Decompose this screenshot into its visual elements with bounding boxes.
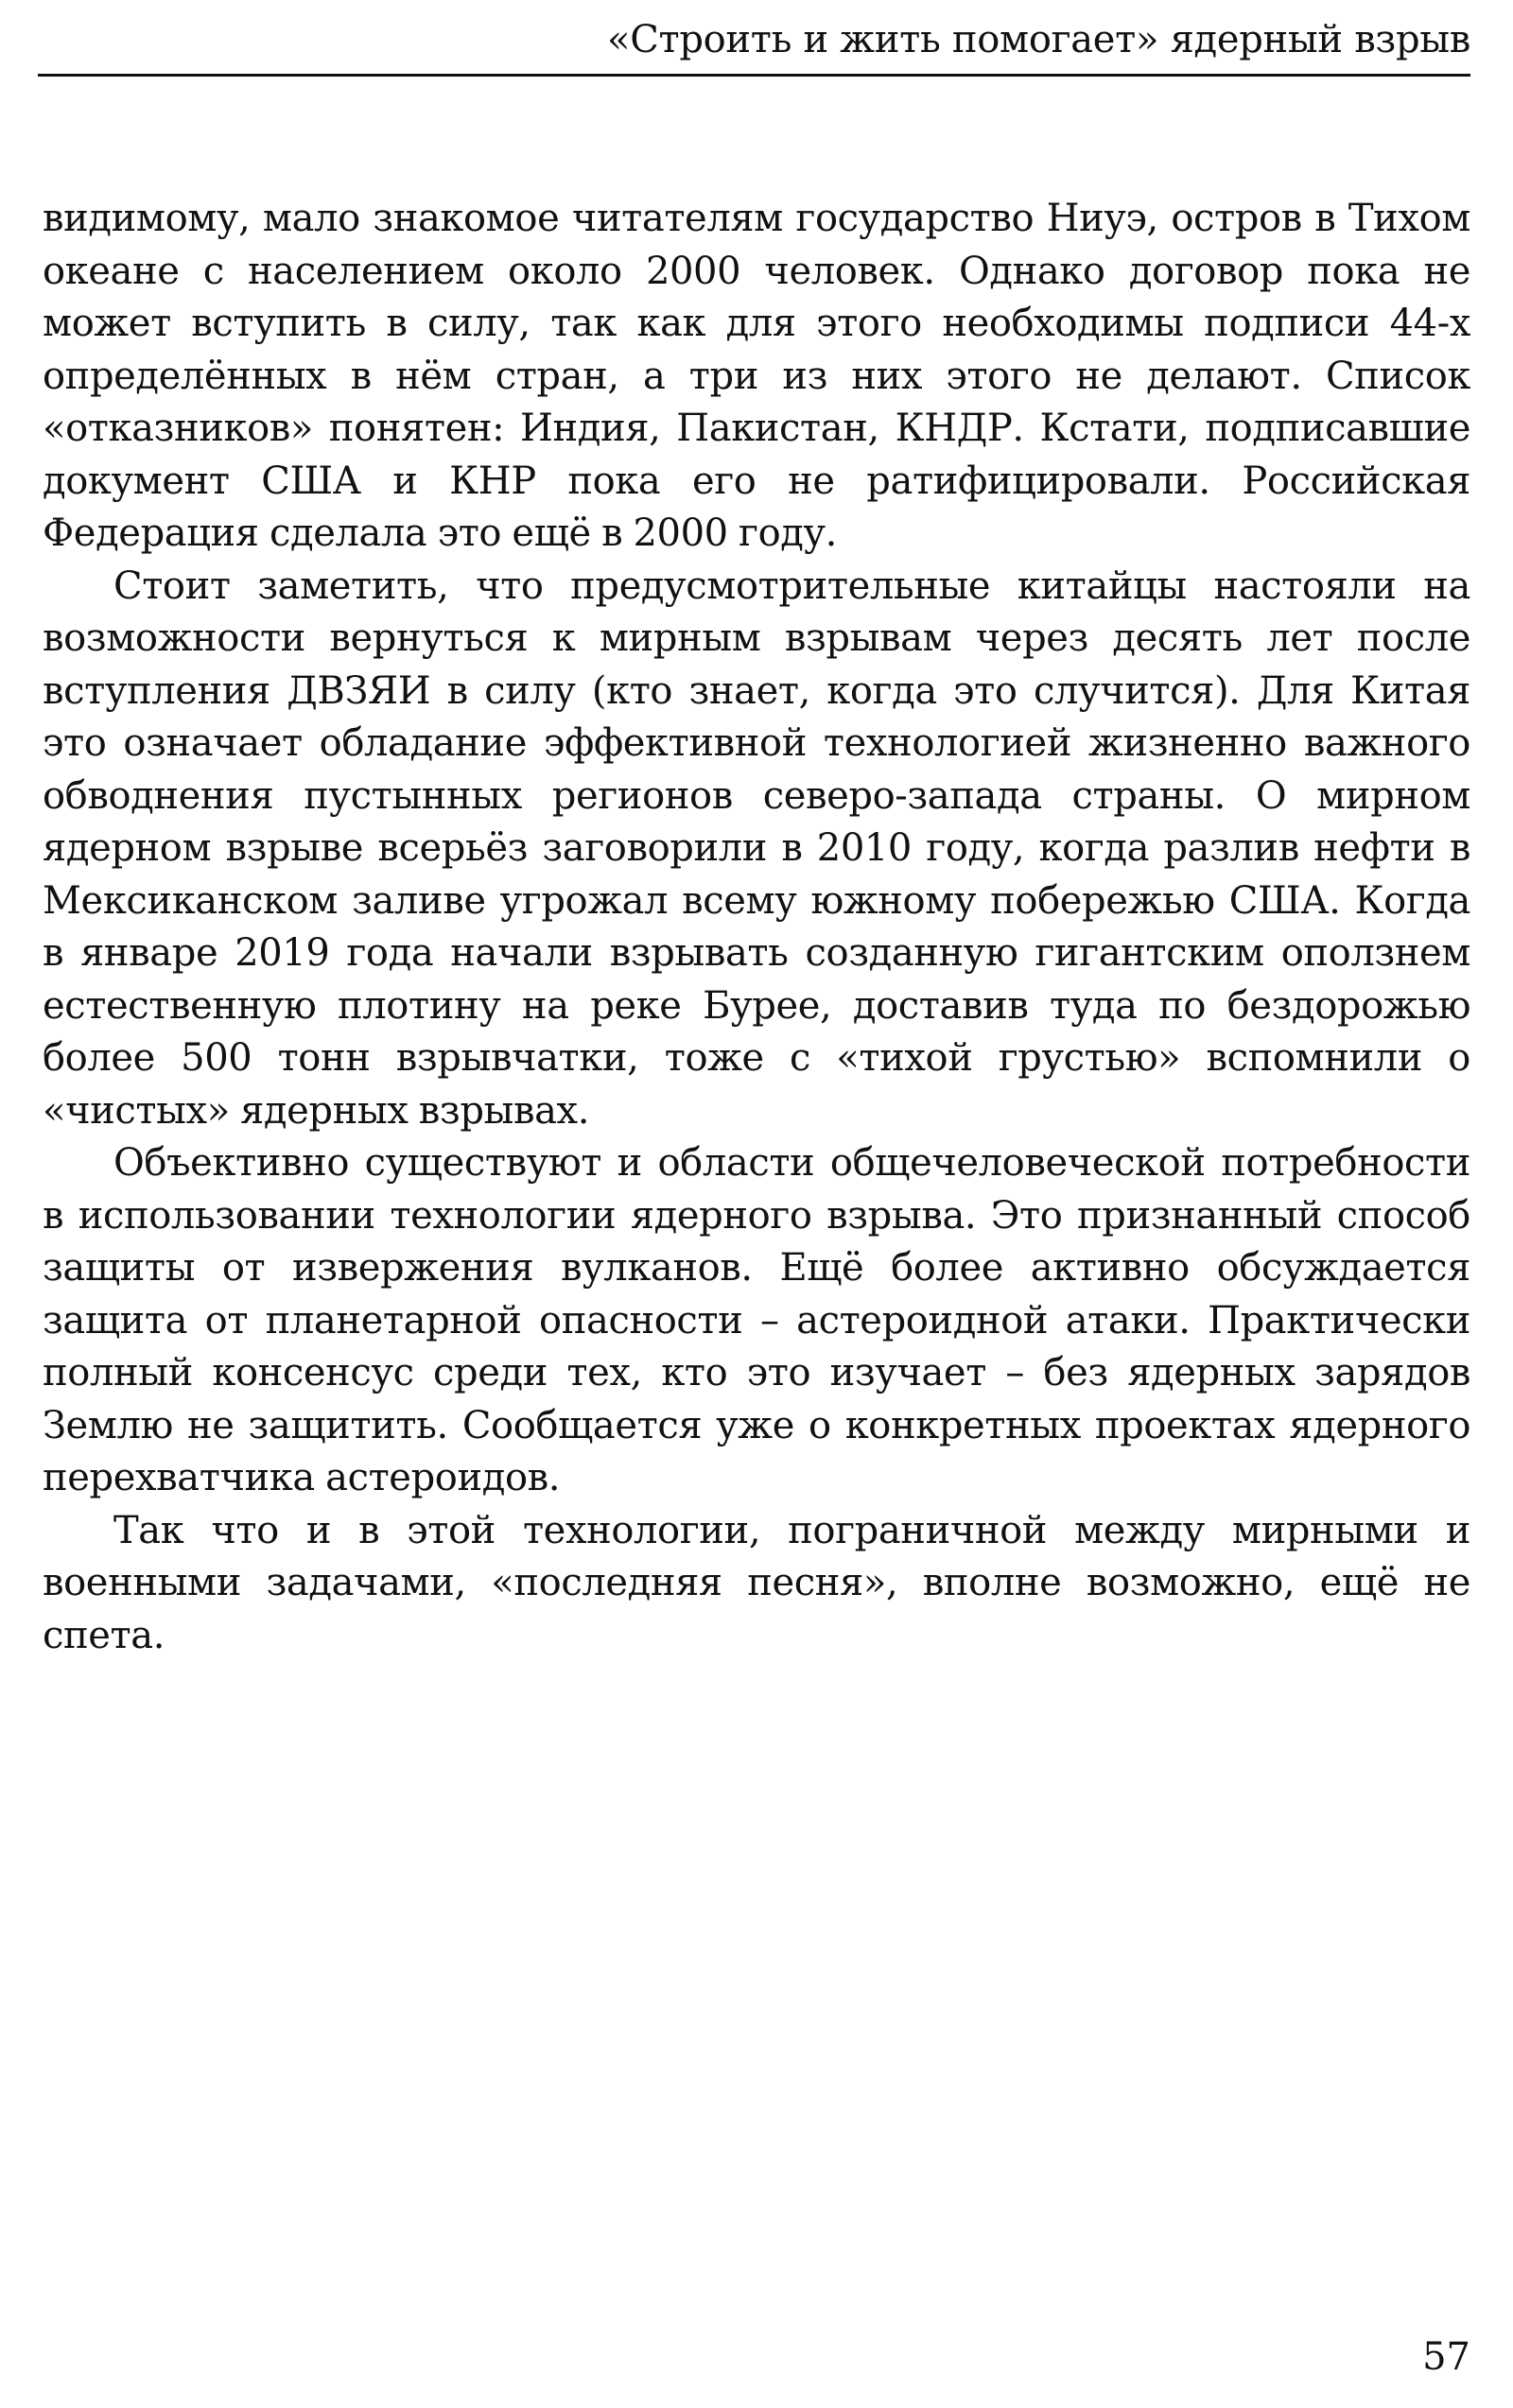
paragraph-1: видимому, мало знакомое читателям государство Ниуэ, остров в Тихом океане с населением около 2000 человек. Однако договор пока не может вступить в силу, так как для этого необходимы подписи 44-х определённых в нём стран, а три из них этого не делают. Список «отказников» понятен: Индия, Пакистан, КНДР. Кстати, подписавшие документ США и КНР пока его не ратифицировали. Российская Федерация сделала это ещё в 2000 году. bbox=[43, 197, 1470, 555]
header-rule bbox=[38, 74, 1470, 77]
body-text bbox=[43, 193, 1470, 1662]
paragraph-4: Так что и в этой технологии, пограничной между мирными и военными задачами, «последняя песня», вполне возможно, ещё не спета. bbox=[43, 1508, 1470, 1657]
paragraph-2: Стоит заметить, что предусмотрительные китайцы настояли на возможности вернуться к мирным взрывам через десять лет после вступления ДВЗЯИ в силу (кто знает, когда это случится). Для Китая это означает обладание эффективной технологией жизненно важного обводнения пустынных регионов северо-запада страны. О мирном ядерном взрыве всерьёз заговорили в 2010 году, когда разлив нефти в Мексиканском заливе угрожал всему южному побережью США. Когда в январе 2019 года начали взрывать созданную гигантским оползнем естественную плотину на реке Бурее, доставив туда по бездорожью более 500 тонн взрывчатки, тоже с «тихой грустью» вспомнили о «чистых» ядерных взрывах. bbox=[43, 563, 1470, 1133]
page-number: 57 bbox=[1422, 2335, 1470, 2379]
paragraph-3: Объективно существуют и области общечеловеческой потребности в использовании технологии ядерного взрыва. Это признанный способ защиты от извержения вулканов. Ещё более активно обсуждается защита от планетарной опасности – астероидной атаки. Практически полный консенсус среди тех, кто это изучает – без ядерных зарядов Землю не защитить. Сообщается уже о конкретных проектах ядерного перехватчика астероидов. bbox=[43, 1141, 1470, 1499]
running-header: «Строить и жить помогает» ядерный взрыв bbox=[607, 18, 1470, 61]
